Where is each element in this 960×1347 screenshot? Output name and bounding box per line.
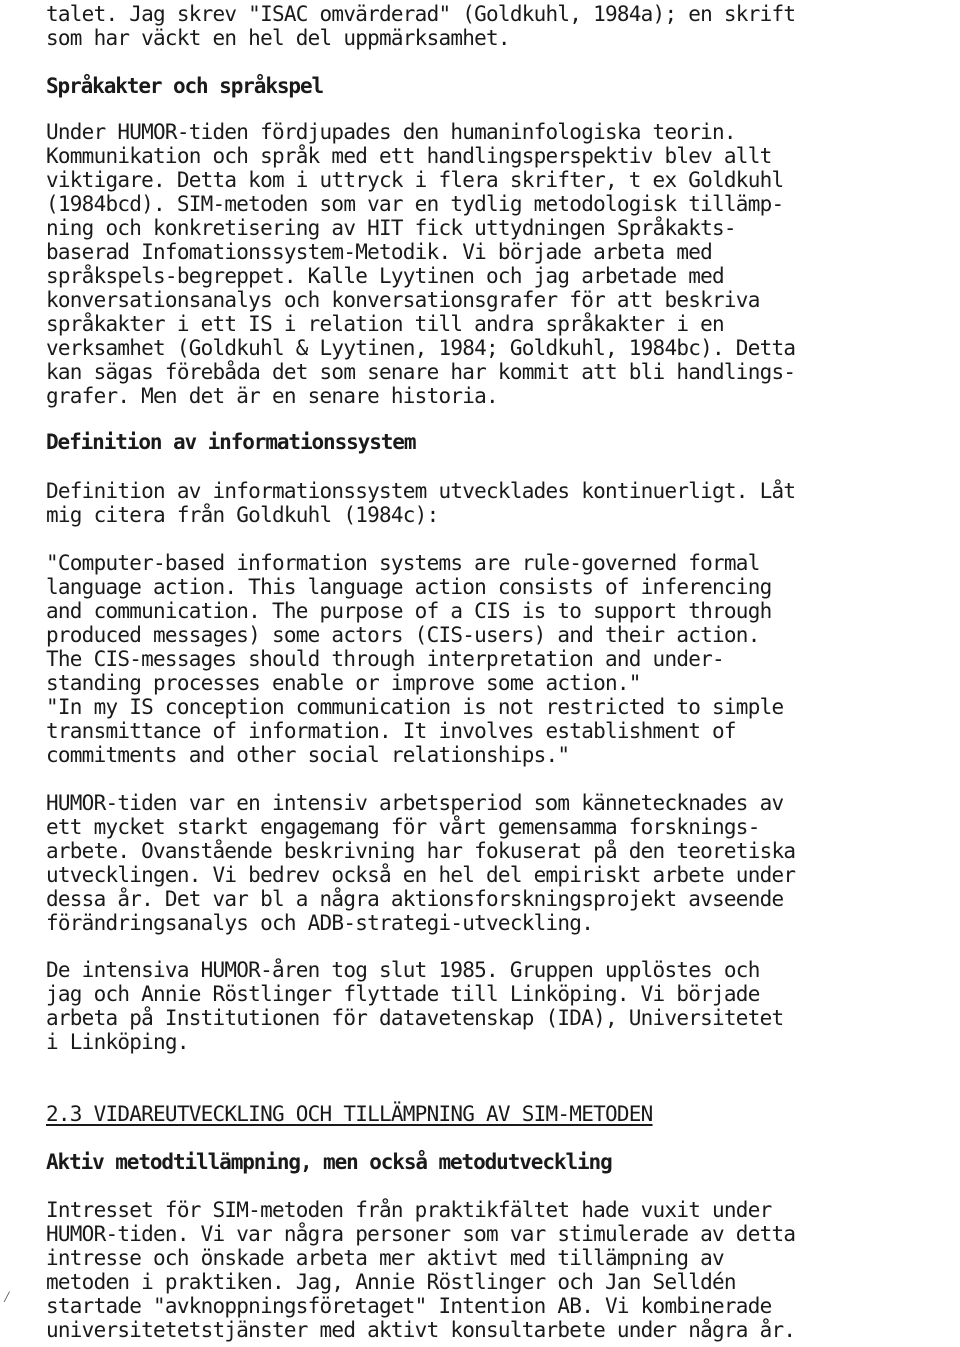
chapter-section-title [46, 1102, 653, 1126]
text-line: viktigare. Detta kom i uttryck i flera skrifter, t ex Goldkuhl [46, 168, 784, 192]
quote-line: transmittance of information. It involves establishment of [46, 719, 736, 743]
section-heading: Språkakter och språkspel [46, 74, 324, 98]
quote-line: and communication. The purpose of a CIS is to support through [46, 599, 772, 623]
text-line: grafer. Men det är en senare historia. [46, 384, 498, 408]
text-line: Intresset för SIM-metoden från praktikfältet hade vuxit under [46, 1198, 772, 1222]
text-line: som har väckt en hel del uppmärksamhet. [46, 26, 510, 50]
text-line: arbeta på Institutionen för datavetenskap (IDA), Universitetet [46, 1006, 784, 1030]
section-title: 2.3 VIDAREUTVECKLING OCH TILLÄMPNING AV SIM-METODEN [46, 1102, 653, 1126]
paragraph-intro [46, 2, 795, 50]
quote-line: "In my IS conception communication is not restricted to simple [46, 695, 784, 719]
text-line: kan sägas förebåda det som senare har kommit att bli handlings- [46, 360, 796, 384]
text-line: De intensiva HUMOR-åren tog slut 1985. Gruppen upplöstes och [46, 958, 760, 982]
text-line: talet. Jag skrev "ISAC omvärderad" (Goldkuhl, 1984a); en skrift [46, 2, 796, 26]
text-line: i Linköping. [46, 1030, 189, 1054]
text-line: mig citera från Goldkuhl (1984c): [46, 503, 439, 527]
quote-line: commitments and other social relationships." [46, 743, 570, 767]
text-line: Definition av informationssystem utvecklades kontinuerligt. Låt [46, 479, 796, 503]
section-heading: Aktiv metodtillämpning, men också metodutveckling [46, 1150, 612, 1174]
text-line: metoden i praktiken. Jag, Annie Röstlinger och Jan Selldén [46, 1270, 736, 1294]
text-line: startade "avknoppningsföretaget" Intention AB. Vi kombinerade [46, 1294, 772, 1318]
quote-line: The CIS-messages should through interpretation and under- [46, 647, 724, 671]
text-line: baserad Infomationssystem-Metodik. Vi började arbeta med [46, 240, 713, 264]
quote-line: produced messages) some actors (CIS-users) and their action. [46, 623, 760, 647]
paragraph-humor [46, 120, 795, 408]
text-line: intresse och önskade arbeta mer aktivt med tillämpning av [46, 1246, 724, 1270]
margin-mark: ⁄ [2, 1287, 12, 1306]
text-line: förändringsanalys och ADB-strategi-utveckling. [46, 911, 594, 935]
text-line: språkakter i ett IS i relation till andra språkakter i en [46, 312, 724, 336]
quote-line: standing processes enable or improve some action." [46, 671, 641, 695]
text-line: jag och Annie Röstlinger flyttade till Linköping. Vi började [46, 982, 760, 1006]
paragraph-definition [46, 479, 795, 527]
section-heading: Definition av informationssystem [46, 430, 416, 454]
text-line: Under HUMOR-tiden fördjupades den humaninfologiska teorin. [46, 120, 736, 144]
text-line: HUMOR-tiden var en intensiv arbetsperiod som kännetecknades av [46, 791, 784, 815]
text-line: verksamhet (Goldkuhl & Lyytinen, 1984; Goldkuhl, 1984bc). Detta [46, 336, 796, 360]
text-line: språkspels-begreppet. Kalle Lyytinen och jag arbetade med [46, 264, 724, 288]
text-line: universitetetstjänster med aktivt konsultarbete under några år. [46, 1318, 796, 1342]
text-line: utvecklingen. Vi bedrev också en hel del empiriskt arbete under [46, 863, 796, 887]
heading-aktiv [46, 1150, 612, 1174]
text-line: (1984bcd). SIM-metoden som var en tydlig metodologisk tillämp- [46, 192, 784, 216]
paragraph-intention [46, 1198, 795, 1342]
heading-definition [46, 430, 415, 454]
heading-sprakakter [46, 74, 323, 98]
text-line: Kommunikation och språk med ett handlingsperspektiv blev allt [46, 144, 772, 168]
text-line: arbete. Ovanstående beskrivning har fokuserat på den teoretiska [46, 839, 796, 863]
paragraph-period [46, 791, 795, 935]
text-line: ning och konkretisering av HIT fick uttydningen Språkakts- [46, 216, 736, 240]
paragraph-end-humor [46, 958, 783, 1054]
text-line: HUMOR-tiden. Vi var några personer som var stimulerade av detta [46, 1222, 796, 1246]
text-line: dessa år. Det var bl a några aktionsforskningsprojekt avseende [46, 887, 784, 911]
quote-block [46, 551, 783, 767]
text-line: ett mycket starkt engagemang för vårt gemensamma forsknings- [46, 815, 760, 839]
quote-line: language action. This language action consists of inferencing [46, 575, 772, 599]
quote-line: "Computer-based information systems are rule-governed formal [46, 551, 760, 575]
text-line: konversationsanalys och konversationsgrafer för att beskriva [46, 288, 760, 312]
